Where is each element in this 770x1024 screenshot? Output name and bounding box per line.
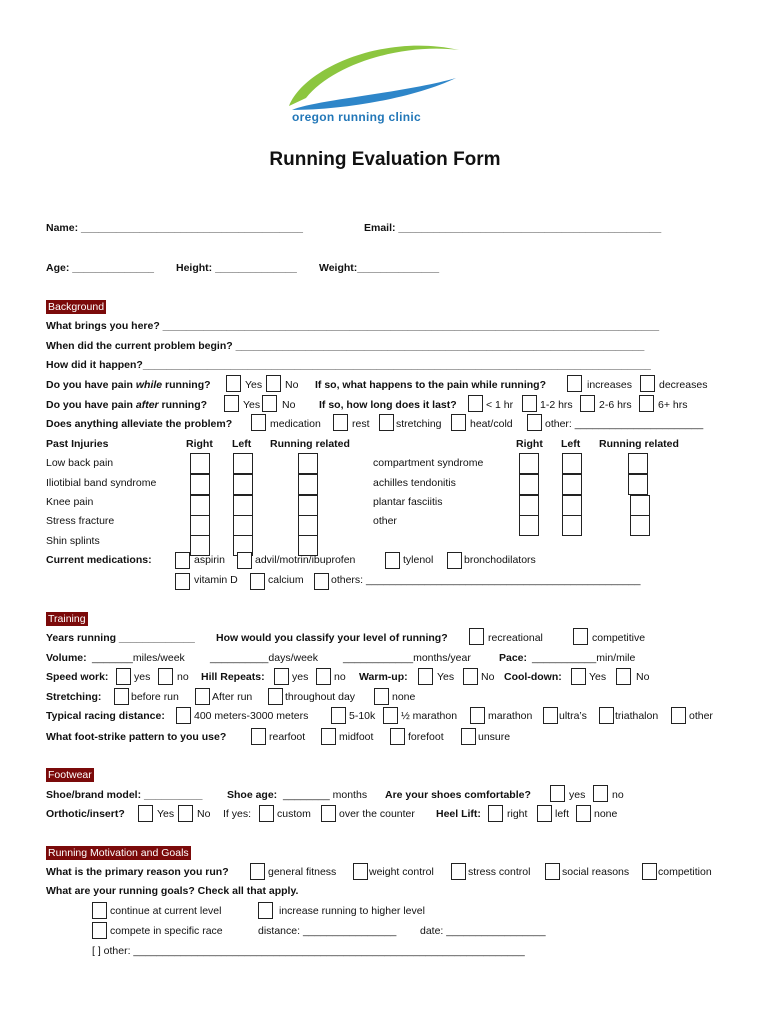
injury-right-checkbox[interactable]: [190, 474, 210, 495]
continue-level-label: continue at current level: [110, 905, 222, 917]
increase-running-checkbox[interactable]: [258, 902, 273, 919]
others-medication-field[interactable]: others: _______________________________________________: [331, 574, 641, 586]
speed-yes-checkbox[interactable]: [116, 668, 131, 685]
race-distance-field[interactable]: distance: ________________: [258, 925, 397, 937]
hill-yes-label: yes: [292, 671, 309, 683]
cooldown-no-checkbox[interactable]: [616, 668, 631, 685]
days-week-field[interactable]: __________days/week: [210, 652, 319, 664]
weight-control-label: weight control: [369, 866, 434, 878]
heel-none-checkbox[interactable]: [576, 805, 591, 822]
heel-right-label: right: [507, 808, 528, 820]
over-the-counter-checkbox[interactable]: [321, 805, 336, 822]
injury-label: Stress fracture: [46, 515, 115, 527]
2-6hrs-checkbox[interactable]: [580, 395, 595, 412]
stretching-checkbox[interactable]: [379, 414, 394, 431]
comfortable-yes-label: yes: [569, 789, 586, 801]
injury-left-checkbox[interactable]: [562, 474, 582, 495]
5-10k-label: 5-10k: [349, 710, 376, 722]
shoes-comfortable-question: Are your shoes comfortable?: [385, 789, 531, 801]
stretch-none-label: none: [392, 691, 416, 703]
injury-running-related-checkbox[interactable]: [630, 515, 650, 536]
pain-while-no-label: No: [285, 379, 299, 391]
2-6hrs-label: 2-6 hrs: [599, 399, 632, 411]
400m-3000m-label: 400 meters-3000 meters: [194, 710, 309, 722]
6plushrs-checkbox[interactable]: [639, 395, 654, 412]
recreational-checkbox[interactable]: [469, 628, 484, 645]
shoe-age-label: Shoe age:: [227, 789, 278, 801]
logo-text: oregon running clinic: [292, 110, 421, 124]
1-2hrs-label: 1-2 hrs: [540, 399, 573, 411]
injury-right-checkbox[interactable]: [519, 495, 539, 516]
ultras-checkbox[interactable]: [543, 707, 558, 724]
heel-left-checkbox[interactable]: [537, 805, 552, 822]
rearfoot-label: rearfoot: [269, 731, 306, 743]
email-field[interactable]: Email: _____________________________________________: [364, 222, 662, 234]
half-marathon-label: ½ marathon: [401, 710, 458, 722]
orthotic-no-checkbox[interactable]: [178, 805, 193, 822]
injury-right-checkbox[interactable]: [519, 474, 539, 495]
advil-checkbox[interactable]: [237, 552, 252, 569]
decreases-label: decreases: [659, 379, 708, 391]
running-related-header: Running related: [270, 438, 350, 450]
stretching-label: Stretching:: [46, 691, 102, 703]
warmup-no-label: No: [481, 671, 495, 683]
injury-label: plantar fasciitis: [373, 496, 443, 508]
heel-right-checkbox[interactable]: [488, 805, 503, 822]
marathon-label: marathon: [488, 710, 533, 722]
rest-checkbox[interactable]: [333, 414, 348, 431]
continue-level-checkbox[interactable]: [92, 902, 107, 919]
5-10k-checkbox[interactable]: [331, 707, 346, 724]
custom-checkbox[interactable]: [259, 805, 274, 822]
injury-left-checkbox[interactable]: [233, 495, 253, 516]
primary-reason-question: What is the primary reason you run?: [46, 866, 229, 878]
injury-label: Iliotibial band syndrome: [46, 477, 157, 489]
injury-label: Shin splints: [46, 535, 100, 547]
injury-right-checkbox[interactable]: [190, 515, 210, 536]
comfortable-yes-checkbox[interactable]: [550, 785, 565, 802]
other-alleviate-checkbox[interactable]: [527, 414, 542, 431]
general-fitness-label: general fitness: [268, 866, 337, 878]
injury-left-checkbox[interactable]: [562, 495, 582, 516]
heel-left-label: left: [555, 808, 570, 820]
pain-after-no-checkbox[interactable]: [262, 395, 277, 412]
left-col-header: Left: [232, 438, 252, 450]
injury-left-checkbox[interactable]: [562, 453, 582, 474]
orthotic-question: Orthotic/insert?: [46, 808, 125, 820]
injury-label: compartment syndrome: [373, 457, 484, 469]
pain-while-question: Do you have pain while running?: [46, 379, 211, 391]
injury-right-checkbox[interactable]: [190, 495, 210, 516]
1-2hrs-checkbox[interactable]: [522, 395, 537, 412]
heat-cold-checkbox[interactable]: [451, 414, 466, 431]
other-goal-field[interactable]: [ ] other: ___________________________________________________________________: [92, 945, 525, 957]
race-date-field[interactable]: date: _________________: [420, 925, 546, 937]
warmup-label: Warm-up:: [359, 671, 408, 683]
classify-question: How would you classify your level of running?: [216, 632, 448, 644]
running-related-header-2: Running related: [599, 438, 679, 450]
rest-label: rest: [352, 418, 370, 430]
triathalon-label: triathalon: [615, 710, 659, 722]
injury-running-related-checkbox[interactable]: [628, 453, 648, 474]
compete-race-checkbox[interactable]: [92, 922, 107, 939]
racing-other-label: other: [689, 710, 713, 722]
injury-left-checkbox[interactable]: [233, 453, 253, 474]
alleviate-question: Does anything alleviate the problem?: [46, 418, 233, 430]
how-happen-field[interactable]: How did it happen?_______________________________________________________________________________________: [46, 359, 651, 371]
injury-label: other: [373, 515, 397, 527]
injury-running-related-checkbox[interactable]: [298, 495, 318, 516]
marathon-checkbox[interactable]: [470, 707, 485, 724]
pain-after-no-label: No: [282, 399, 296, 411]
hill-no-label: no: [334, 671, 346, 683]
pain-while-no-checkbox[interactable]: [266, 375, 281, 392]
pace-field[interactable]: ___________min/mile: [532, 652, 636, 664]
injury-left-checkbox[interactable]: [233, 515, 253, 536]
injury-label: Knee pain: [46, 496, 94, 508]
right-col-header: Right: [186, 438, 213, 450]
increases-label: increases: [587, 379, 632, 391]
advil-label: advil/motrin/ibuprofen: [255, 554, 356, 566]
other-alleviate-field[interactable]: other: ______________________: [545, 418, 704, 430]
bronchodilators-checkbox[interactable]: [447, 552, 462, 569]
current-medications-label: Current medications:: [46, 554, 152, 566]
after-run-checkbox[interactable]: [195, 688, 210, 705]
injury-left-checkbox[interactable]: [562, 515, 582, 536]
hill-yes-checkbox[interactable]: [274, 668, 289, 685]
triathalon-checkbox[interactable]: [599, 707, 614, 724]
injury-running-related-checkbox[interactable]: [298, 474, 318, 495]
others-medication-checkbox[interactable]: [314, 573, 329, 590]
speed-work-label: Speed work:: [46, 671, 109, 683]
injury-running-related-checkbox[interactable]: [630, 495, 650, 516]
warmup-no-checkbox[interactable]: [463, 668, 478, 685]
footstrike-question: What foot-strike pattern to you use?: [46, 731, 227, 743]
racing-distance-label: Typical racing distance:: [46, 710, 165, 722]
competition-checkbox[interactable]: [642, 863, 657, 880]
left-col-header-2: Left: [561, 438, 581, 450]
injury-right-checkbox[interactable]: [519, 453, 539, 474]
after-run-label: After run: [212, 691, 253, 703]
orthotic-no-label: No: [197, 808, 211, 820]
months-year-field[interactable]: ____________months/year: [343, 652, 471, 664]
half-marathon-checkbox[interactable]: [383, 707, 398, 724]
past-injuries-header: Past Injuries: [46, 438, 109, 450]
injury-right-checkbox[interactable]: [190, 453, 210, 474]
vitamin-d-checkbox[interactable]: [175, 573, 190, 590]
heel-none-label: none: [594, 808, 618, 820]
injury-running-related-checkbox[interactable]: [298, 515, 318, 536]
bronchodilators-label: bronchodilators: [464, 554, 536, 566]
weight-control-checkbox[interactable]: [353, 863, 368, 880]
injury-label: achilles tendonitis: [373, 477, 456, 489]
weight-field[interactable]: Weight:______________: [319, 262, 440, 274]
injury-running-related-checkbox[interactable]: [298, 535, 318, 556]
compete-race-label: compete in specific race: [110, 925, 223, 937]
before-run-label: before run: [131, 691, 179, 703]
cooldown-yes-checkbox[interactable]: [571, 668, 586, 685]
social-reasons-checkbox[interactable]: [545, 863, 560, 880]
cooldown-no-label: No: [636, 671, 650, 683]
pain-while-yes-label: Yes: [245, 379, 263, 391]
name-field[interactable]: Name: ______________________________________: [46, 222, 303, 234]
page-title: Running Evaluation Form: [269, 149, 501, 170]
heel-lift-label: Heel Lift:: [436, 808, 481, 820]
stretch-none-checkbox[interactable]: [374, 688, 389, 705]
problem-begin-field[interactable]: When did the current problem begin? ______________________________________________________________________: [46, 340, 645, 352]
increases-checkbox[interactable]: [567, 375, 582, 392]
medication-checkbox[interactable]: [251, 414, 266, 431]
rearfoot-checkbox[interactable]: [251, 728, 266, 745]
competitive-checkbox[interactable]: [573, 628, 588, 645]
midfoot-checkbox[interactable]: [321, 728, 336, 745]
tylenol-checkbox[interactable]: [385, 552, 400, 569]
pain-while-yes-checkbox[interactable]: [226, 375, 241, 392]
unsure-checkbox[interactable]: [461, 728, 476, 745]
height-field[interactable]: Height: ______________: [176, 262, 297, 274]
aspirin-checkbox[interactable]: [175, 552, 190, 569]
injury-label: Low back pain: [46, 457, 114, 469]
throughout-day-label: throughout day: [285, 691, 356, 703]
injury-right-checkbox[interactable]: [519, 515, 539, 536]
section-training: Training: [48, 613, 86, 625]
orthotic-yes-checkbox[interactable]: [138, 805, 153, 822]
stretching-label: stretching: [396, 418, 442, 430]
forefoot-checkbox[interactable]: [390, 728, 405, 745]
tylenol-label: tylenol: [403, 554, 434, 566]
pain-after-yes-label: Yes: [243, 399, 261, 411]
section-motivation: Running Motivation and Goals: [48, 847, 189, 859]
social-reasons-label: social reasons: [562, 866, 630, 878]
shoe-brand-field[interactable]: Shoe/brand model: __________: [46, 789, 203, 801]
cooldown-yes-label: Yes: [589, 671, 607, 683]
speed-no-checkbox[interactable]: [158, 668, 173, 685]
forefoot-label: forefoot: [408, 731, 444, 743]
6plushrs-label: 6+ hrs: [658, 399, 688, 411]
shoe-age-field[interactable]: ________ months: [283, 789, 368, 801]
hill-no-checkbox[interactable]: [316, 668, 331, 685]
increase-running-label: increase running to higher level: [279, 905, 425, 917]
ultras-label: ultra’s: [559, 710, 587, 722]
general-fitness-checkbox[interactable]: [250, 863, 265, 880]
lt1hr-label: < 1 hr: [486, 399, 514, 411]
comfortable-no-label: no: [612, 789, 624, 801]
how-long-question: If so, how long does it last?: [319, 399, 457, 411]
competition-label: competition: [658, 866, 712, 878]
hill-repeats-label: Hill Repeats:: [201, 671, 265, 683]
warmup-yes-checkbox[interactable]: [418, 668, 433, 685]
orthotic-yes-label: Yes: [157, 808, 175, 820]
medication-label: medication: [270, 418, 321, 430]
if-yes-label: If yes:: [223, 808, 252, 820]
volume-label: Volume:: [46, 652, 87, 664]
lt1hr-checkbox[interactable]: [468, 395, 483, 412]
racing-other-checkbox[interactable]: [671, 707, 686, 724]
custom-label: custom: [277, 808, 311, 820]
throughout-day-checkbox[interactable]: [268, 688, 283, 705]
section-background: Background: [48, 301, 105, 313]
speed-no-label: no: [177, 671, 189, 683]
pain-after-yes-checkbox[interactable]: [224, 395, 239, 412]
running-goals-question: What are your running goals? Check all that apply.: [46, 885, 299, 897]
400m-3000m-checkbox[interactable]: [176, 707, 191, 724]
decreases-checkbox[interactable]: [640, 375, 655, 392]
injury-right-checkbox[interactable]: [190, 535, 210, 556]
calcium-checkbox[interactable]: [250, 573, 265, 590]
comfortable-no-checkbox[interactable]: [593, 785, 608, 802]
warmup-yes-label: Yes: [437, 671, 455, 683]
stress-control-label: stress control: [468, 866, 531, 878]
competitive-label: competitive: [592, 632, 646, 644]
over-the-counter-label: over the counter: [339, 808, 415, 820]
years-running-field[interactable]: Years running _____________: [46, 632, 195, 644]
calcium-label: calcium: [268, 574, 304, 586]
age-field[interactable]: Age: ______________: [46, 262, 155, 274]
injury-running-related-checkbox[interactable]: [628, 474, 648, 495]
aspirin-label: aspirin: [194, 554, 225, 566]
injury-running-related-checkbox[interactable]: [298, 453, 318, 474]
unsure-label: unsure: [478, 731, 511, 743]
injury-left-checkbox[interactable]: [233, 474, 253, 495]
right-col-header-2: Right: [516, 438, 543, 450]
stress-control-checkbox[interactable]: [451, 863, 466, 880]
speed-yes-label: yes: [134, 671, 151, 683]
miles-week-field[interactable]: _______miles/week: [92, 652, 185, 664]
before-run-checkbox[interactable]: [114, 688, 129, 705]
vitamin-d-label: vitamin D: [194, 574, 238, 586]
logo-swoosh: [284, 38, 464, 113]
pace-label: Pace:: [499, 652, 528, 664]
section-footwear: Footwear: [48, 769, 92, 781]
what-brings-field[interactable]: What brings you here? _____________________________________________________________________________________: [46, 320, 660, 332]
pain-while-change-question: If so, what happens to the pain while running?: [315, 379, 546, 391]
recreational-label: recreational: [488, 632, 543, 644]
midfoot-label: midfoot: [339, 731, 374, 743]
cooldown-label: Cool-down:: [504, 671, 562, 683]
heat-cold-label: heat/cold: [470, 418, 513, 430]
pain-after-question: Do you have pain after running?: [46, 399, 208, 411]
